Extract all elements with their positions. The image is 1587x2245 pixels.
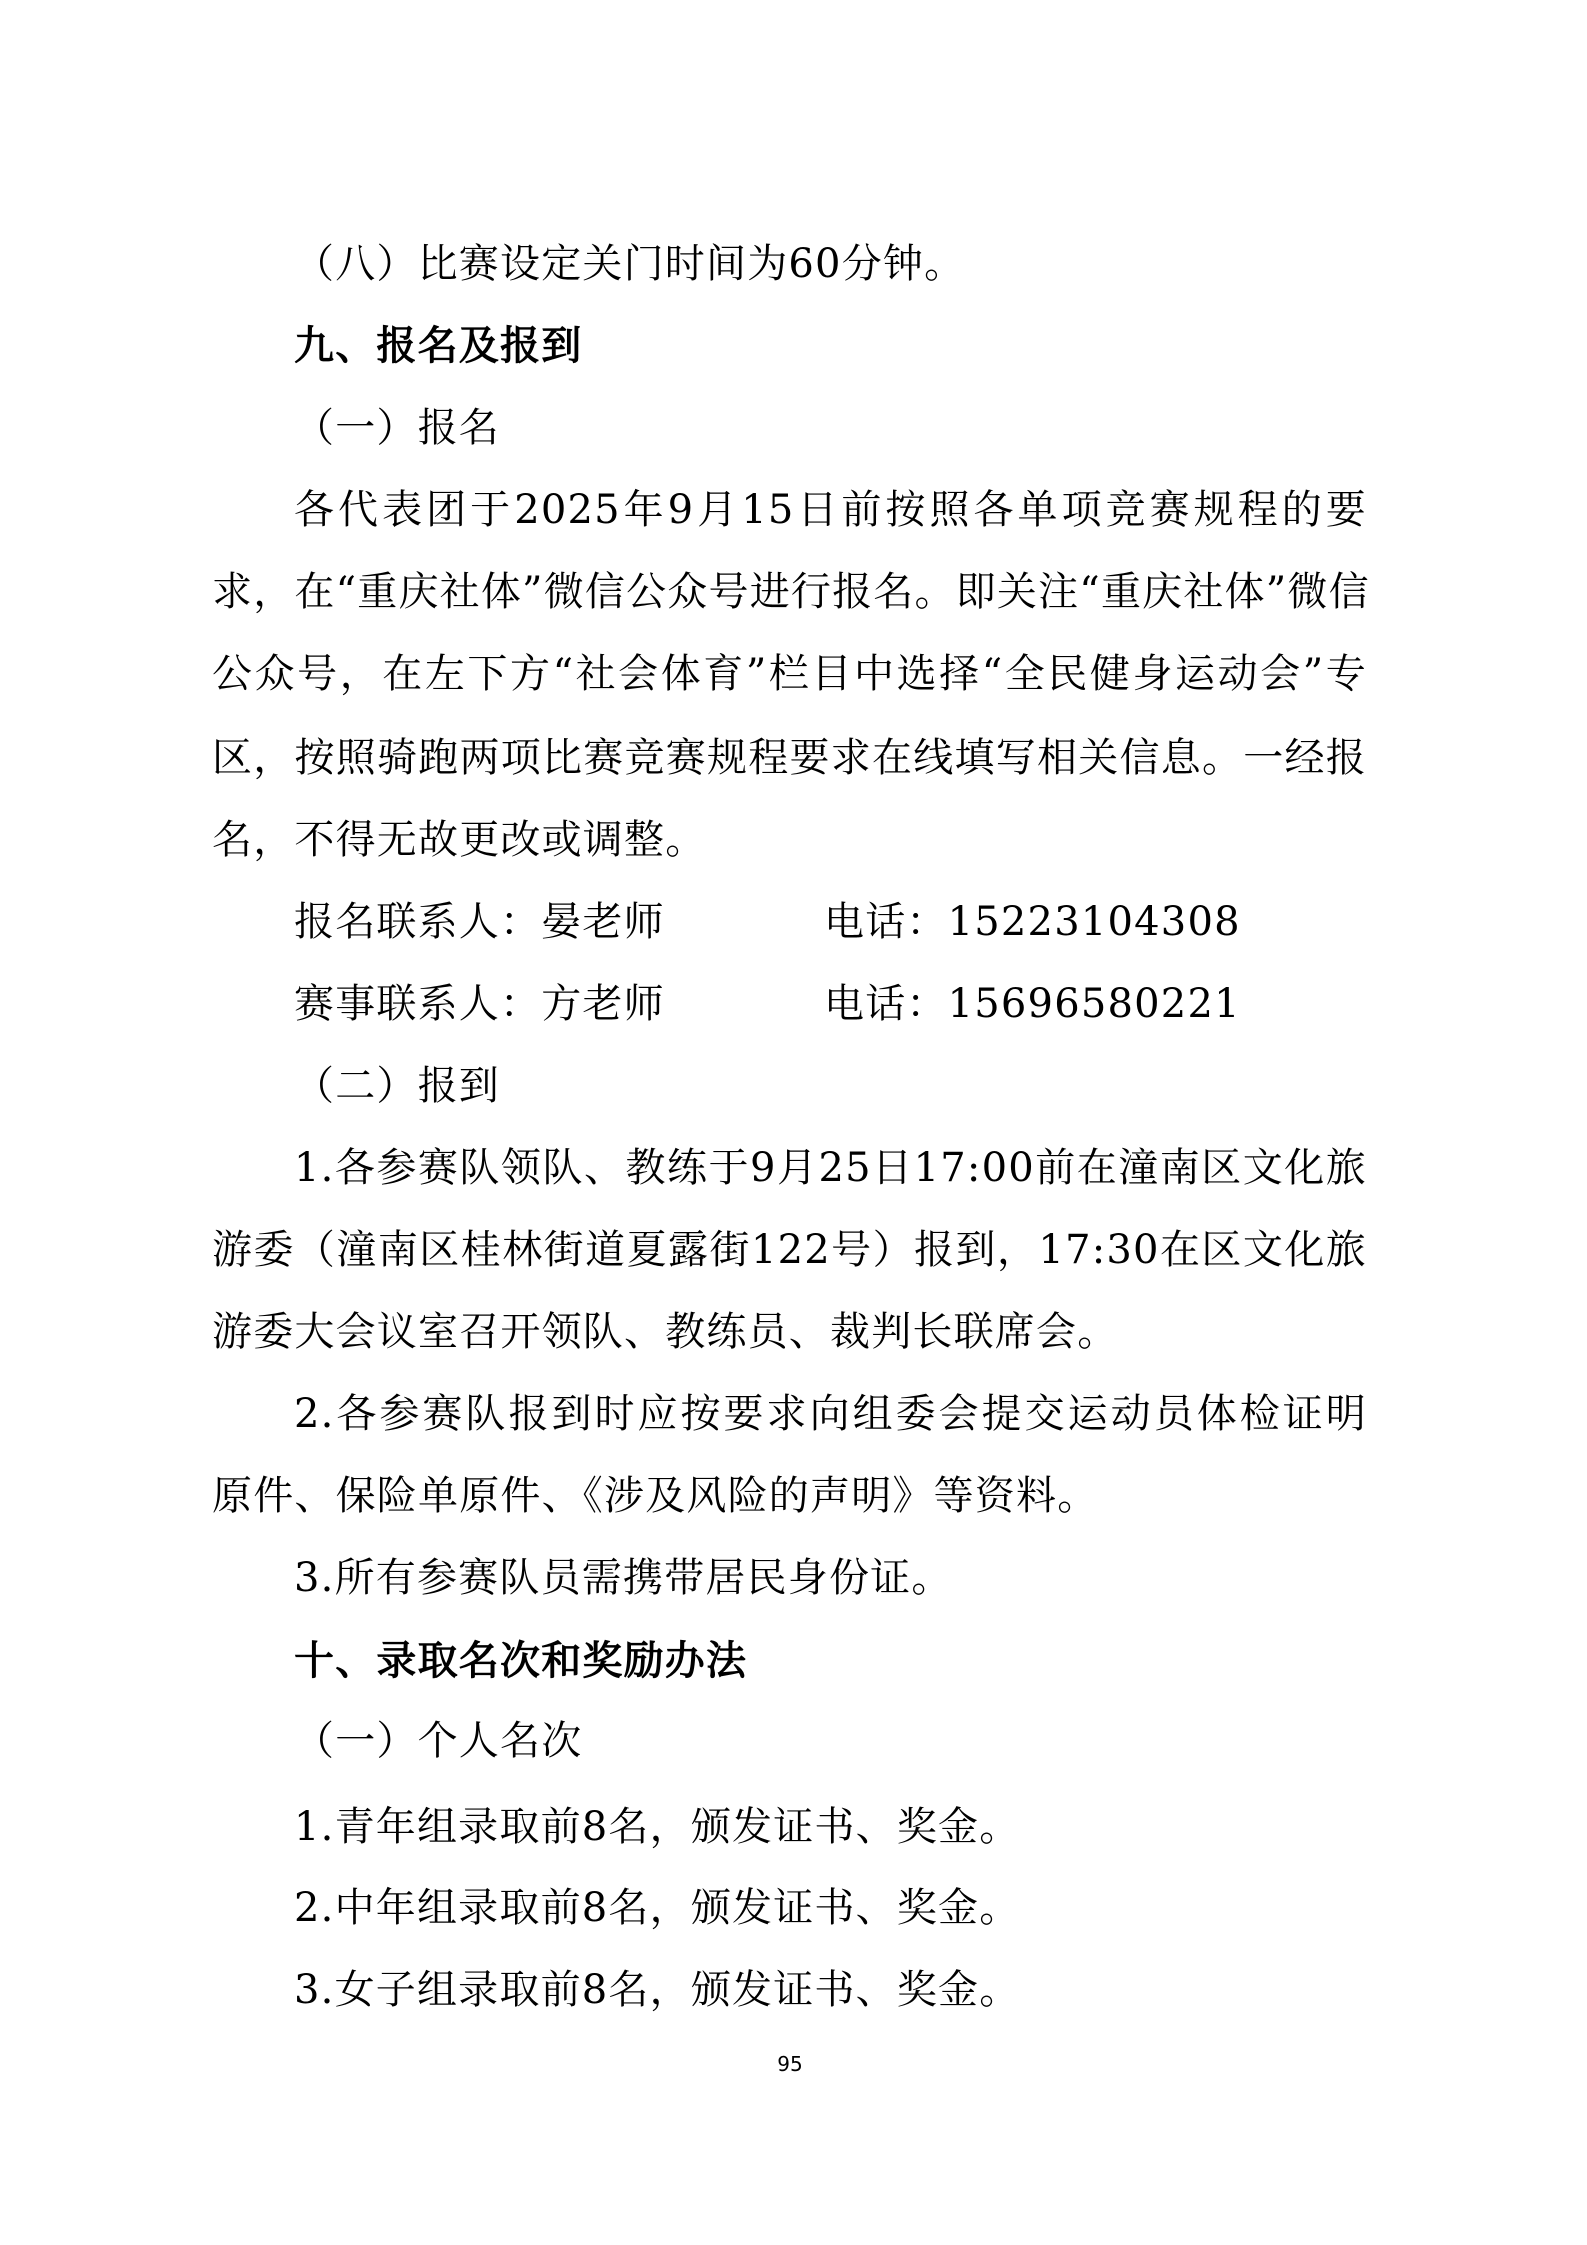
contact-registration (294, 881, 1241, 963)
contact-label: 报名联系人：晏老师 (294, 899, 665, 945)
paragraph-line: 各代表团于2025年9月15日前按照各单项竞赛规程的要 (294, 487, 1367, 533)
paragraph-line: 3.所有参赛队员需携带居民身份证。 (294, 1555, 953, 1601)
close-time-line: （八）比赛设定关门时间为60分钟。 (294, 241, 966, 287)
section-heading-registration: 九、报名及报到 (294, 323, 583, 369)
ranking-item: 3.女子组录取前8名，颁发证书、奖金。 (294, 1967, 1021, 2013)
paragraph-line: 求，在“重庆社体”微信公众号进行报名。即关注“重庆社体”微信 (212, 569, 1370, 615)
subheading-individual-ranking: （一）个人名次 (294, 1718, 583, 1764)
contact-event (294, 963, 1241, 1045)
contact-label: 赛事联系人：方老师 (294, 981, 665, 1027)
contact-phone: 电话：15696580221 (824, 981, 1241, 1027)
subheading-check-in: （二）报到 (294, 1063, 500, 1109)
paragraph-line: 1.各参赛队领队、教练于9月25日17:00前在潼南区文化旅 (294, 1145, 1367, 1191)
section-heading-awards: 十、录取名次和奖励办法 (294, 1638, 748, 1684)
ranking-item: 1.青年组录取前8名，颁发证书、奖金。 (294, 1804, 1021, 1850)
subheading-registration: （一）报名 (294, 405, 500, 451)
ranking-item: 2.中年组录取前8名，颁发证书、奖金。 (294, 1885, 1021, 1931)
contact-phone: 电话：15223104308 (824, 899, 1241, 945)
paragraph-line: 区，按照骑跑两项比赛竞赛规程要求在线填写相关信息。一经报 (212, 735, 1367, 781)
paragraph-line: 游委（潼南区桂林街道夏露街122号）报到，17:30在区文化旅 (212, 1227, 1367, 1273)
page-number: 95 (777, 2052, 803, 2076)
paragraph-line: 公众号，在左下方“社会体育”栏目中选择“全民健身运动会”专 (212, 651, 1367, 697)
paragraph-line: 名，不得无故更改或调整。 (212, 817, 707, 863)
paragraph-line: 2.各参赛队报到时应按要求向组委会提交运动员体检证明 (294, 1391, 1367, 1437)
paragraph-line: 游委大会议室召开领队、教练员、裁判长联席会。 (212, 1309, 1119, 1355)
paragraph-line: 原件、保险单原件、《涉及风险的声明》等资料。 (212, 1473, 1099, 1519)
